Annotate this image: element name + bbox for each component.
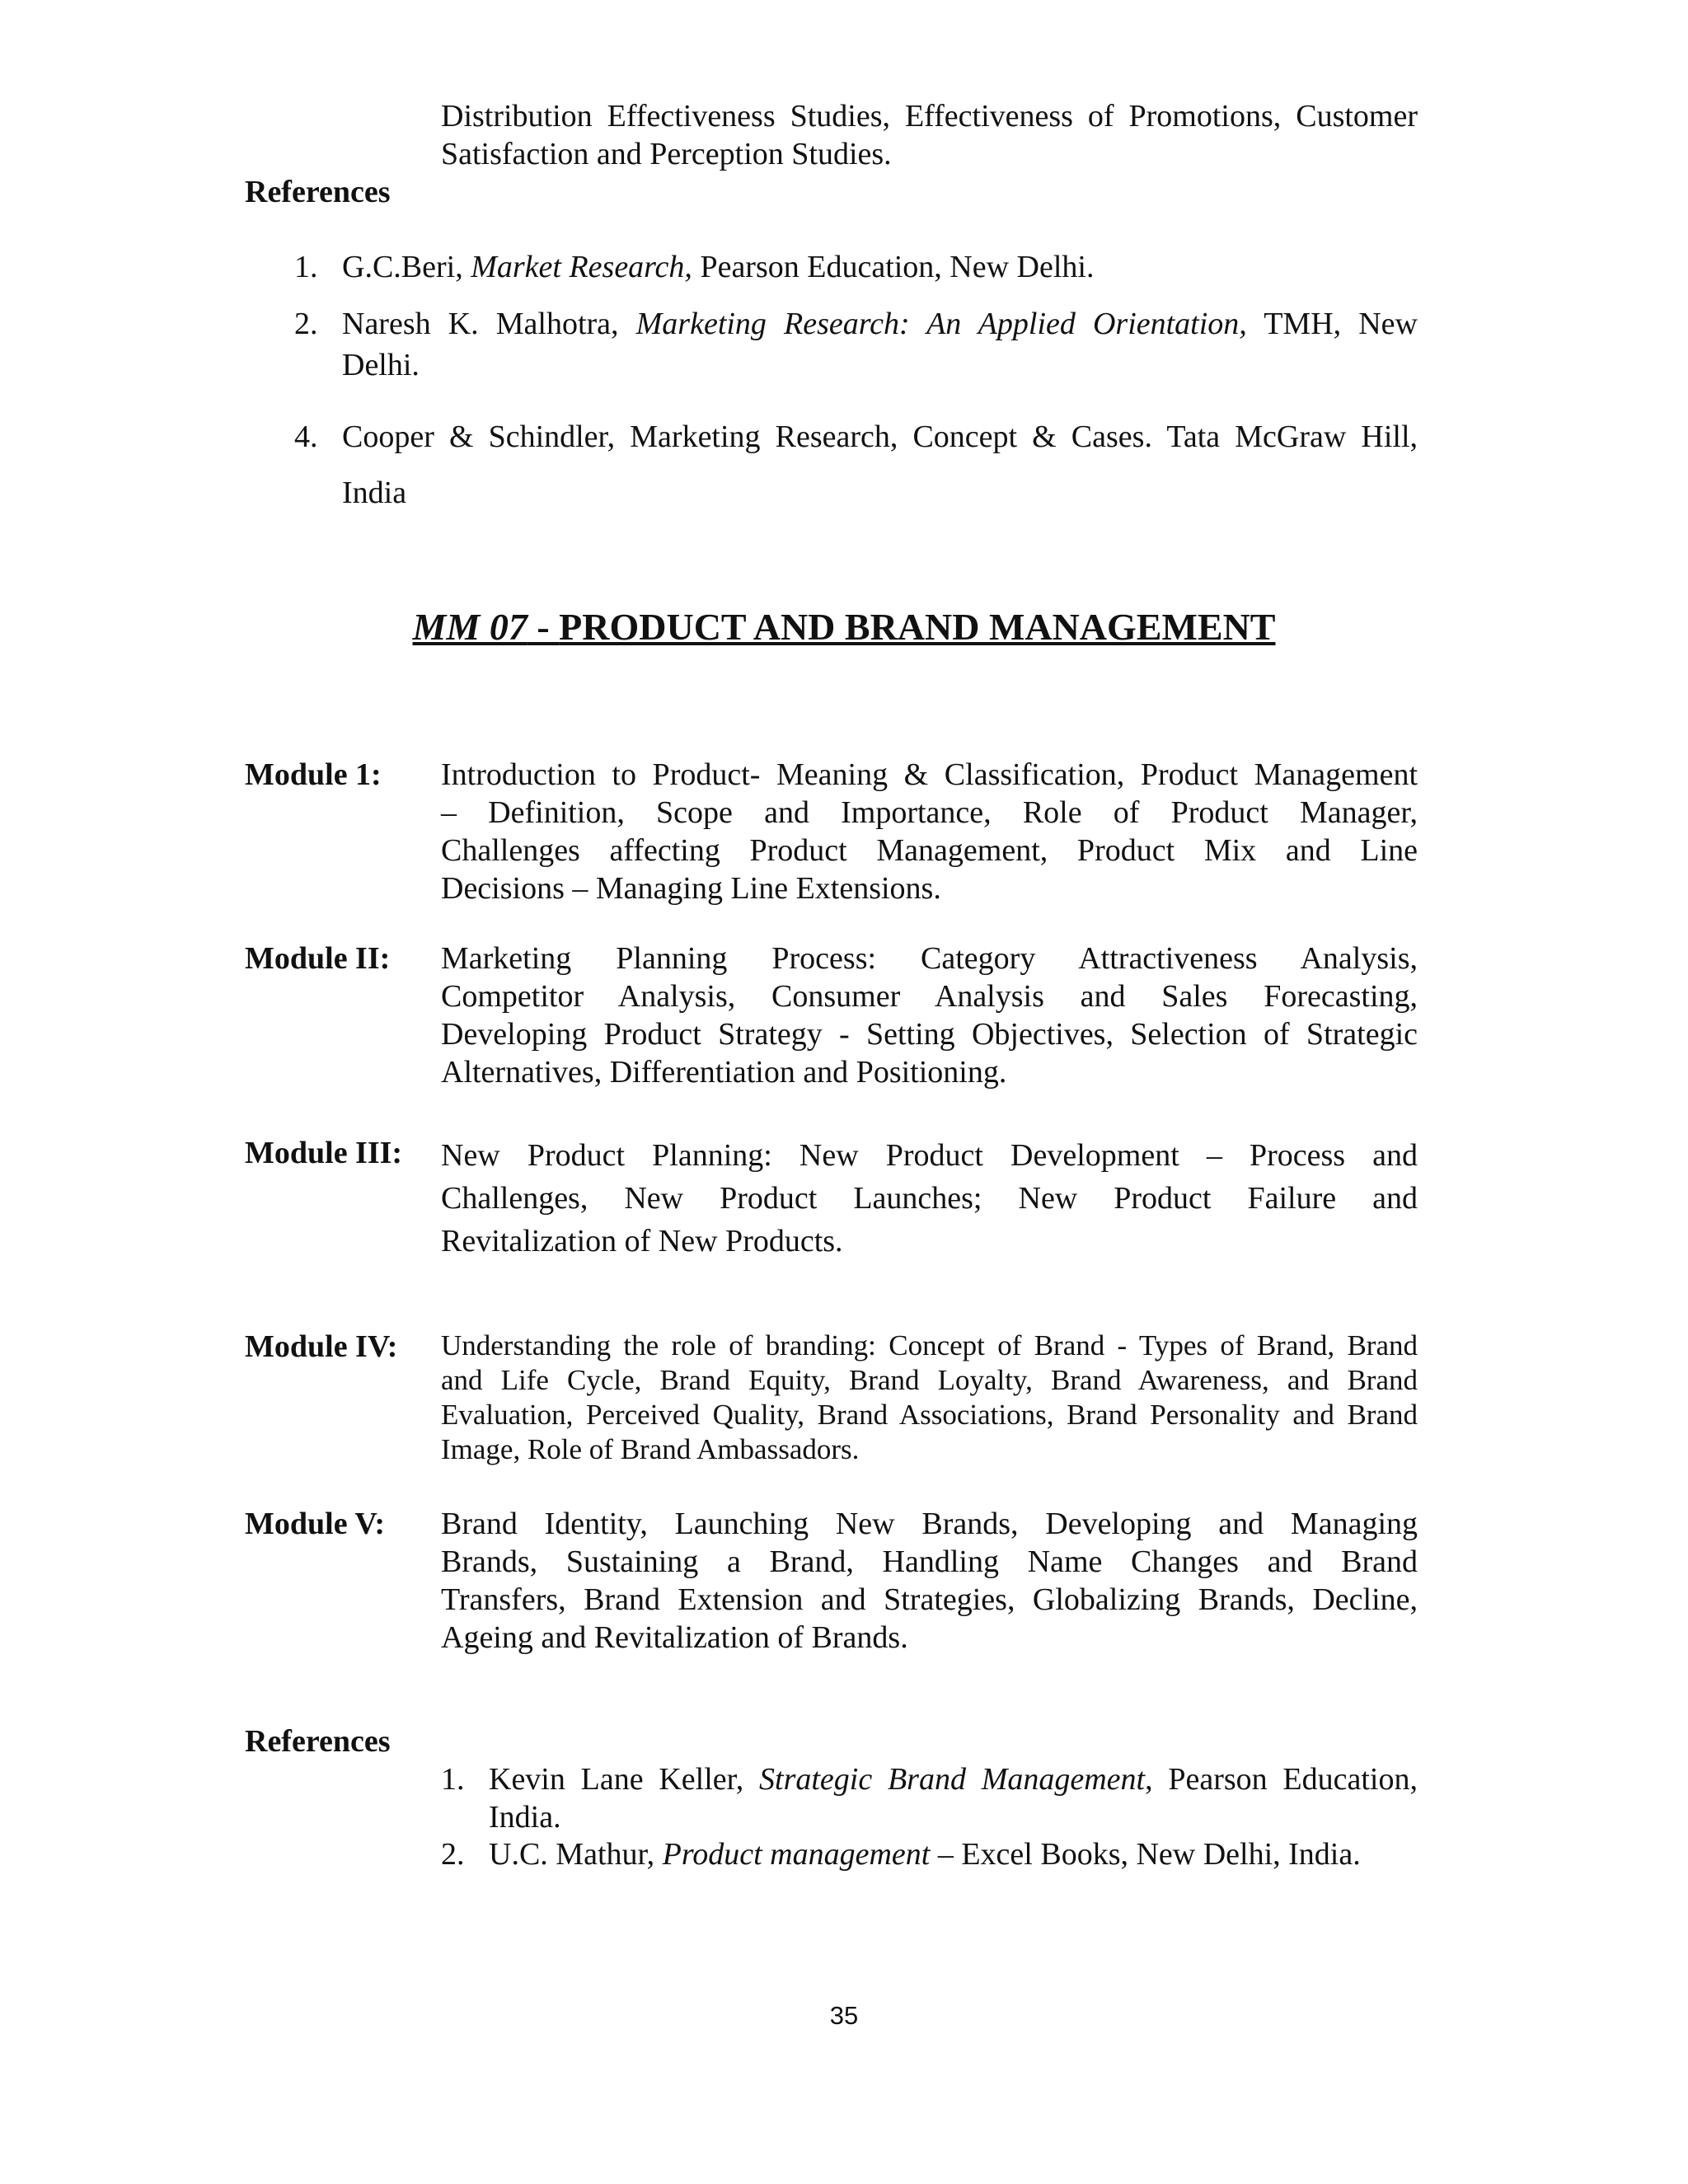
module-line: Ageing and Revitalization of Brands. <box>441 1620 908 1655</box>
continuation-line: Distribution Effectiveness Studies, Effectiveness of Promotions, Customer <box>441 99 1418 134</box>
module-description <box>441 1505 1418 1657</box>
module-line: Revitalization of New Products. <box>441 1224 843 1258</box>
reference-title: Product management <box>662 1837 931 1872</box>
continuation-paragraph <box>441 97 1418 173</box>
module-line: Challenges affecting Product Management, Product Mix and Line <box>441 833 1418 868</box>
reference-item <box>489 1760 1418 1836</box>
module-description <box>441 940 1418 1091</box>
module-line: Alternatives, Differentiation and Positioning. <box>441 1055 1007 1090</box>
reference-author: Naresh K. Malhotra, <box>342 307 636 341</box>
module-line: Brand Identity, Launching New Brands, Developing and Managing <box>441 1507 1418 1541</box>
module-label: Module IV: <box>245 1329 398 1364</box>
module-description <box>441 1134 1418 1263</box>
module-description <box>441 1329 1418 1467</box>
reference-item <box>342 418 1418 512</box>
module-description <box>441 756 1418 907</box>
reference-item <box>489 1835 1418 1873</box>
module-line: Marketing Planning Process: Category Attractiveness Analysis, <box>441 941 1418 976</box>
reference-author: U.C. Mathur, <box>489 1837 663 1872</box>
reference-number: 4. <box>294 419 318 454</box>
reference-author: G.C.Beri, <box>342 250 471 284</box>
reference-line: India. <box>489 1800 561 1835</box>
module-line: Evaluation, Perceived Quality, Brand Associations, Brand Personality and Brand <box>441 1399 1418 1431</box>
reference-title: Marketing Research: An Applied Orientation, <box>635 307 1247 341</box>
reference-publisher: , Pearson Education, <box>1145 1762 1418 1797</box>
module-label: Module II: <box>245 941 391 976</box>
continuation-line: Satisfaction and Perception Studies. <box>441 137 892 171</box>
reference-item <box>342 305 1418 384</box>
module-line: – Definition, Scope and Importance, Role of Product Manager, <box>441 795 1418 830</box>
module-label: Module III: <box>245 1136 403 1170</box>
course-title <box>0 604 1688 650</box>
module-line: Developing Product Strategy - Setting Objectives, Selection of Strategic <box>441 1017 1418 1052</box>
reference-number: 1. <box>294 250 318 284</box>
course-title-separator: - <box>527 606 560 648</box>
module-label: Module V: <box>245 1507 385 1541</box>
module-line: Transfers, Brand Extension and Strategies, Globalizing Brands, Decline, <box>441 1582 1418 1617</box>
references-heading: References <box>245 175 391 209</box>
reference-publisher: TMH, New <box>1246 307 1418 341</box>
references-heading: References <box>245 1724 391 1759</box>
page-number: 35 <box>829 2001 859 2030</box>
reference-item <box>342 248 1418 286</box>
course-name: PRODUCT AND BRAND MANAGEMENT <box>559 606 1276 648</box>
reference-author: Kevin Lane Keller, <box>489 1762 760 1797</box>
reference-line <box>489 1760 1418 1798</box>
reference-title: Strategic Brand Management <box>759 1762 1146 1797</box>
module-line: Challenges, New Product Launches; New Product Failure and <box>441 1181 1418 1216</box>
reference-line <box>342 305 1418 343</box>
module-line: Decisions – Managing Line Extensions. <box>441 871 941 906</box>
reference-line: India <box>342 476 407 510</box>
reference-number: 1. <box>441 1762 465 1797</box>
module-line: Brands, Sustaining a Brand, Handling Name Changes and Brand <box>441 1544 1418 1579</box>
course-code: MM 07 <box>412 606 528 648</box>
reference-line: Delhi. <box>342 348 420 382</box>
reference-number: 2. <box>441 1837 465 1872</box>
reference-line: Cooper & Schindler, Marketing Research, Concept & Cases. Tata McGraw Hill, <box>342 419 1418 454</box>
module-label: Module 1: <box>245 757 382 792</box>
reference-publisher: Pearson Education, New Delhi. <box>692 250 1095 284</box>
module-line: and Life Cycle, Brand Equity, Brand Loyalty, Brand Awareness, and Brand <box>441 1364 1418 1396</box>
module-line: Introduction to Product- Meaning & Classification, Product Management <box>441 757 1418 792</box>
reference-publisher: – Excel Books, New Delhi, India. <box>930 1837 1361 1872</box>
reference-title: Market Research, <box>471 250 692 284</box>
module-line: New Product Planning: New Product Development – Process and <box>441 1138 1418 1173</box>
module-line: Image, Role of Brand Ambassadors. <box>441 1433 860 1465</box>
reference-number: 2. <box>294 307 318 341</box>
module-line: Understanding the role of branding: Concept of Brand - Types of Brand, Brand <box>441 1329 1418 1361</box>
module-line: Competitor Analysis, Consumer Analysis and Sales Forecasting, <box>441 979 1418 1014</box>
